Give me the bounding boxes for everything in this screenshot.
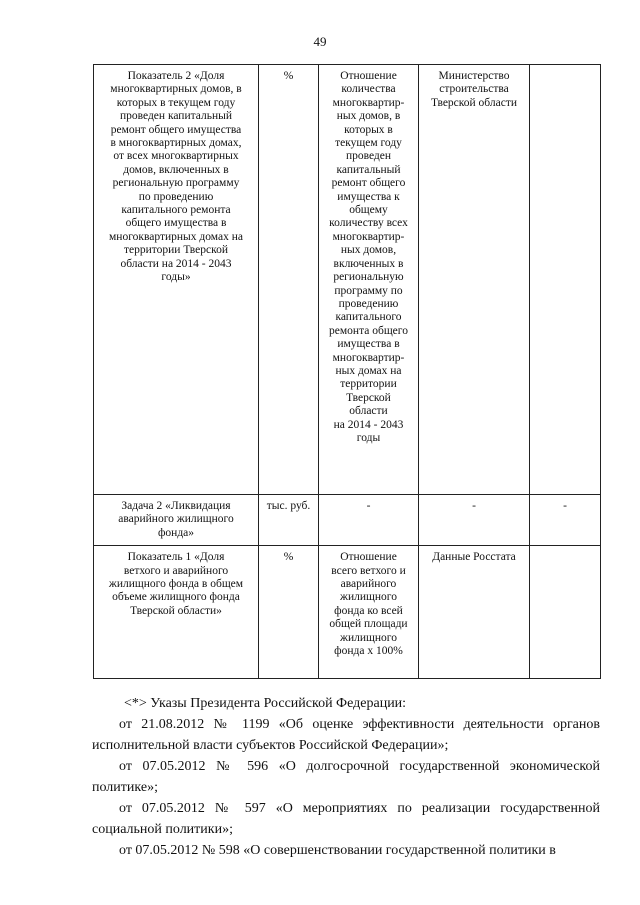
data-source-cell: Министерство строительства Тверской области xyxy=(419,65,530,495)
unit-cell: % xyxy=(259,65,319,495)
table-row xyxy=(94,495,601,546)
indicator-name-cell: Показатель 1 «Доля ветхого и аварийного жилищного фонда в общем объеме жилищного фонда Тверской области» xyxy=(94,546,259,679)
table-row xyxy=(94,546,601,679)
indicators-table xyxy=(93,64,601,679)
page-number: 49 xyxy=(313,34,327,49)
footnotes xyxy=(92,693,600,861)
table-row xyxy=(94,65,601,495)
extra-cell: - xyxy=(530,495,601,546)
footnote-item: от 07.05.2012 № 598 «О совершенствовании государственной политики в xyxy=(119,843,556,858)
extra-cell xyxy=(530,65,601,495)
indicator-name-cell: Показатель 2 «Доля многоквартирных домов, в которых в текущем году проведен капитальный ремонт общего имущества в многоквартирных домах, от всех многоквартирных домов, включенных в региональную программу по проведению капитального ремонта общего имущества в многоквартирных домах на территории Тверской области на 2014 - 2043 годы» xyxy=(94,65,259,495)
indicator-name-cell: Задача 2 «Ликвидация аварийного жилищного фонда» xyxy=(94,495,259,546)
footnote-heading: <*> Указы Президента Российской Федерации: xyxy=(124,696,407,711)
calculation-method-cell: Отношение всего ветхого и аварийного жилищного фонда ко всей общей площади жилищного фонда х 100% xyxy=(319,546,419,679)
calculation-method-cell: - xyxy=(319,495,419,546)
footnote-item: от 07.05.2012 № 596 «О долгосрочной государственной экономической политике»; xyxy=(92,759,600,795)
footnote-item: от 21.08.2012 № 1199 «Об оценке эффективности деятельности органов исполнительной власти субъектов Российской Федерации»; xyxy=(92,717,600,753)
footnote-item: от 07.05.2012 № 597 «О мероприятиях по реализации государственной социальной политики»; xyxy=(92,801,600,837)
calculation-method-cell: Отношение количества многоквартир- ных домов, в которых в текущем году проведен капитальный ремонт общего имущества к общему количеству всех многоквартир- ных домов, включенных в региональную программу по проведению капитального ремонта общего имущества в многоквартир- ных домах на территории Тверской области на 2014 - 2043 годы xyxy=(319,65,419,495)
data-source-cell: Данные Росстата xyxy=(419,546,530,679)
data-source-cell: - xyxy=(419,495,530,546)
unit-cell: % xyxy=(259,546,319,679)
extra-cell xyxy=(530,546,601,679)
unit-cell: тыс. руб. xyxy=(259,495,319,546)
